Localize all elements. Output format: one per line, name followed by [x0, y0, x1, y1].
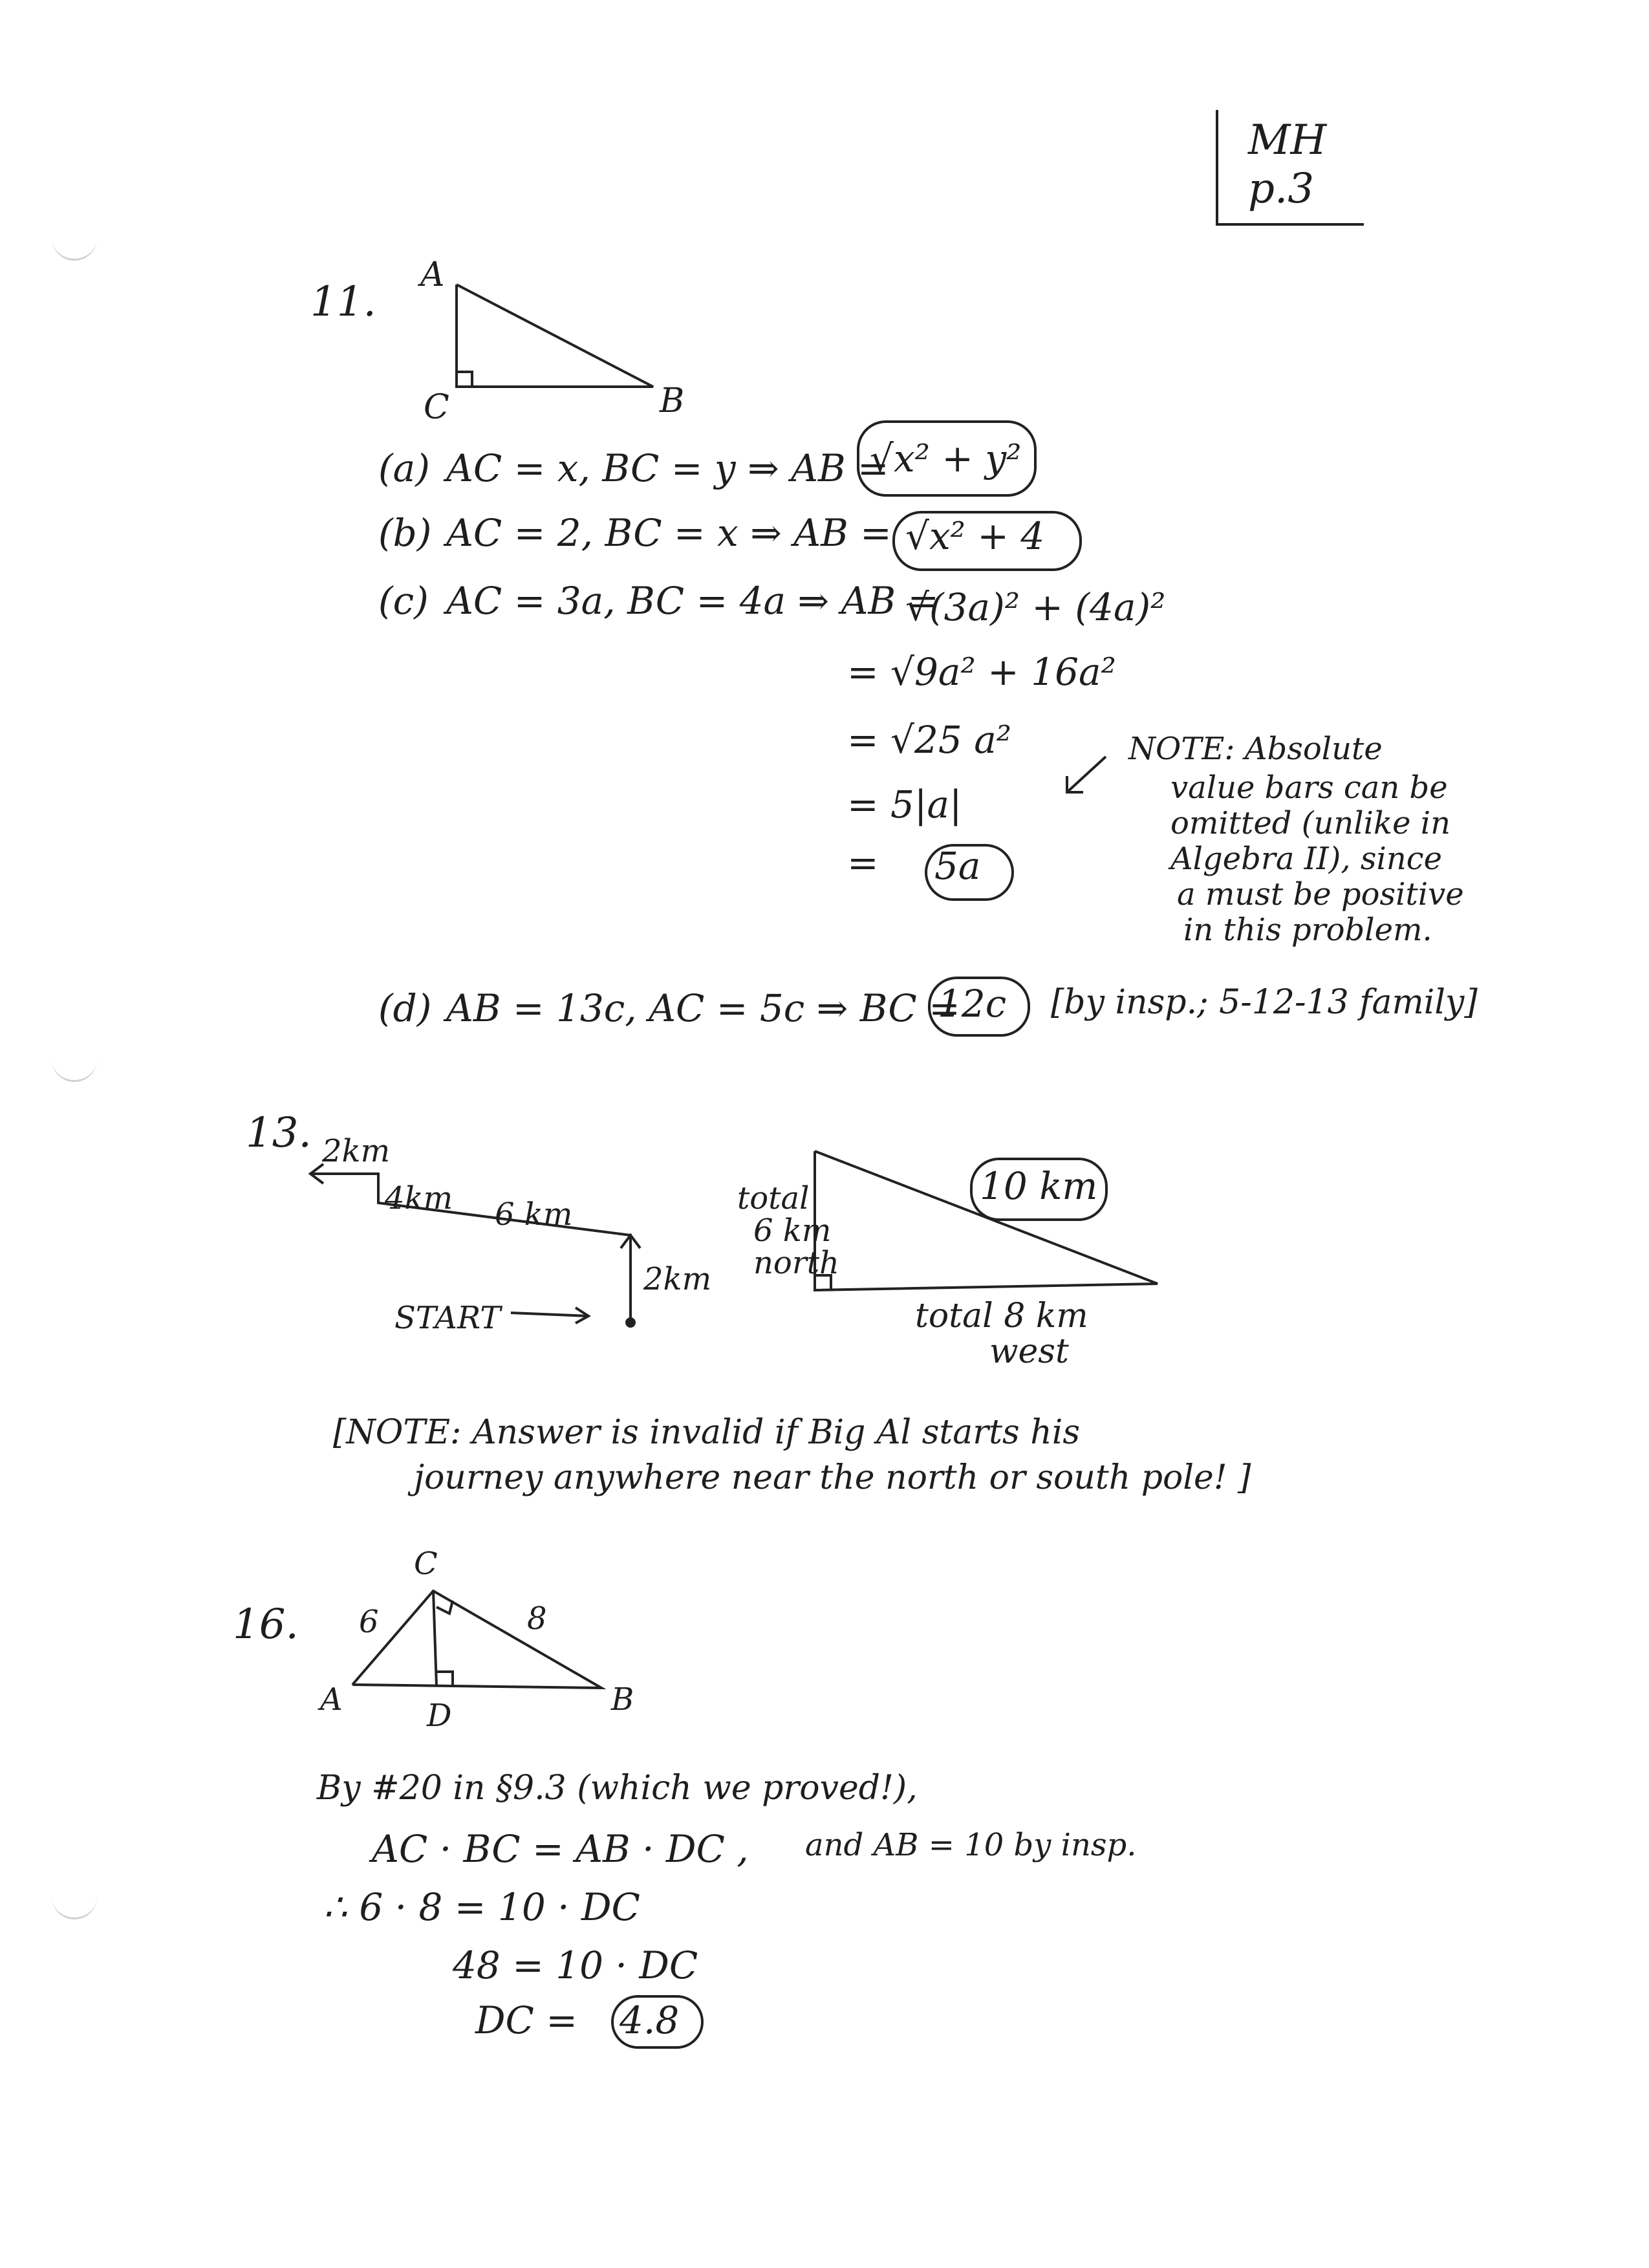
part-11c-given: AC = 3a, BC = 4a ⇒ AB =	[446, 579, 940, 623]
note-11-line2: value bars can be	[1170, 770, 1448, 806]
right-angle-mark-16-c	[436, 1601, 453, 1614]
triangle-13-answer: 10 km	[980, 1164, 1098, 1208]
part-11d-given: AB = 13c, AC = 5c ⇒ BC =	[446, 986, 960, 1030]
label-13-2km-b: 2km	[643, 1261, 712, 1297]
triangle-13-west-line2: west	[989, 1332, 1069, 1371]
part-11a-given: AC = x, BC = y ⇒ AB =	[446, 446, 889, 490]
note-11-line4: Algebra II), since	[1170, 841, 1443, 877]
label-13-4km: 4km	[385, 1180, 453, 1216]
label-13-6km: 6 km	[495, 1196, 573, 1233]
start-arrow	[511, 1313, 588, 1316]
part-11d-answer: 12c	[938, 982, 1007, 1026]
note-arrow	[1067, 757, 1106, 792]
triangle-11	[457, 285, 653, 387]
part-11d-remark: [by insp.; 5-12-13 family]	[1051, 983, 1478, 1022]
solution-16-line2-note: and AB = 10 by insp.	[805, 1827, 1137, 1863]
solution-16-line1: By #20 in §9.3 (which we proved!),	[317, 1769, 918, 1808]
right-angle-mark-11	[457, 372, 472, 387]
problem-13-number: 13.	[246, 1109, 312, 1157]
part-11b-label: (b)	[378, 511, 432, 555]
solution-16-answer: 4.8	[620, 1998, 680, 2042]
solution-16-line4: 48 = 10 · DC	[453, 1943, 698, 1987]
label-13-2km-a: 2km	[322, 1133, 391, 1169]
triangle-13-north-line1: total	[737, 1180, 810, 1216]
right-angle-mark-16-d	[436, 1672, 453, 1686]
part-11c-step2: = √9a² + 16a²	[847, 650, 1116, 694]
side-cb-16: 8	[527, 1601, 547, 1637]
triangle-13-north-line3: north	[753, 1245, 839, 1281]
vertex-c-16: C	[414, 1546, 438, 1582]
vertex-c-11: C	[424, 388, 449, 427]
vertex-b-16: B	[611, 1681, 634, 1718]
triangle-13-north-line2: 6 km	[753, 1213, 832, 1249]
problem-11-number: 11.	[310, 278, 376, 326]
note-13-line1: [NOTE: Answer is invalid if Big Al starts his	[333, 1413, 1081, 1452]
solution-16-line3: ∴ 6 · 8 = 10 · DC	[323, 1885, 640, 1929]
problem-16-number: 16.	[233, 1601, 299, 1648]
part-11c-step3: = √25 a²	[847, 718, 1012, 762]
vertex-b-11: B	[660, 382, 685, 420]
part-11b-answer: √x² + 4	[905, 514, 1045, 558]
header-initials: MH	[1248, 116, 1327, 164]
header-page: p.3	[1248, 165, 1315, 213]
vertex-a-16: A	[320, 1681, 343, 1718]
part-11c-step1: √(3a)² + (4a)²	[905, 585, 1166, 629]
part-11c-step4: = 5|a|	[847, 783, 962, 826]
label-13-start: START	[394, 1300, 501, 1336]
vertex-d-16: D	[427, 1698, 452, 1734]
part-11c-step5: =	[847, 841, 879, 885]
note-11-line5: a must be positive	[1177, 876, 1464, 913]
part-11c-label: (c)	[378, 579, 429, 623]
part-11c-answer: 5a	[934, 844, 981, 888]
note-11-line1: NOTE: Absolute	[1128, 731, 1383, 767]
solution-16-line2: AC · BC = AB · DC ,	[372, 1827, 749, 1871]
vertex-a-11: A	[420, 255, 445, 294]
solution-16-line5: DC =	[475, 1998, 577, 2042]
note-13-line2: journey anywhere near the north or south pole! ]	[414, 1458, 1251, 1497]
part-11a-answer: √x² + y²	[870, 437, 1022, 481]
note-11-line3: omitted (unlike in	[1170, 805, 1451, 841]
start-dot	[627, 1319, 634, 1326]
side-ac-16: 6	[359, 1604, 379, 1640]
triangle-13-west-line1: total 8 km	[915, 1297, 1088, 1335]
part-11b-given: AC = 2, BC = x ⇒ AB =	[446, 511, 892, 555]
altitude-16	[433, 1591, 436, 1686]
note-11-line6: in this problem.	[1183, 912, 1432, 948]
part-11a-label: (a)	[378, 446, 430, 490]
triangle-16	[352, 1591, 601, 1688]
part-11d-label: (d)	[378, 986, 432, 1030]
